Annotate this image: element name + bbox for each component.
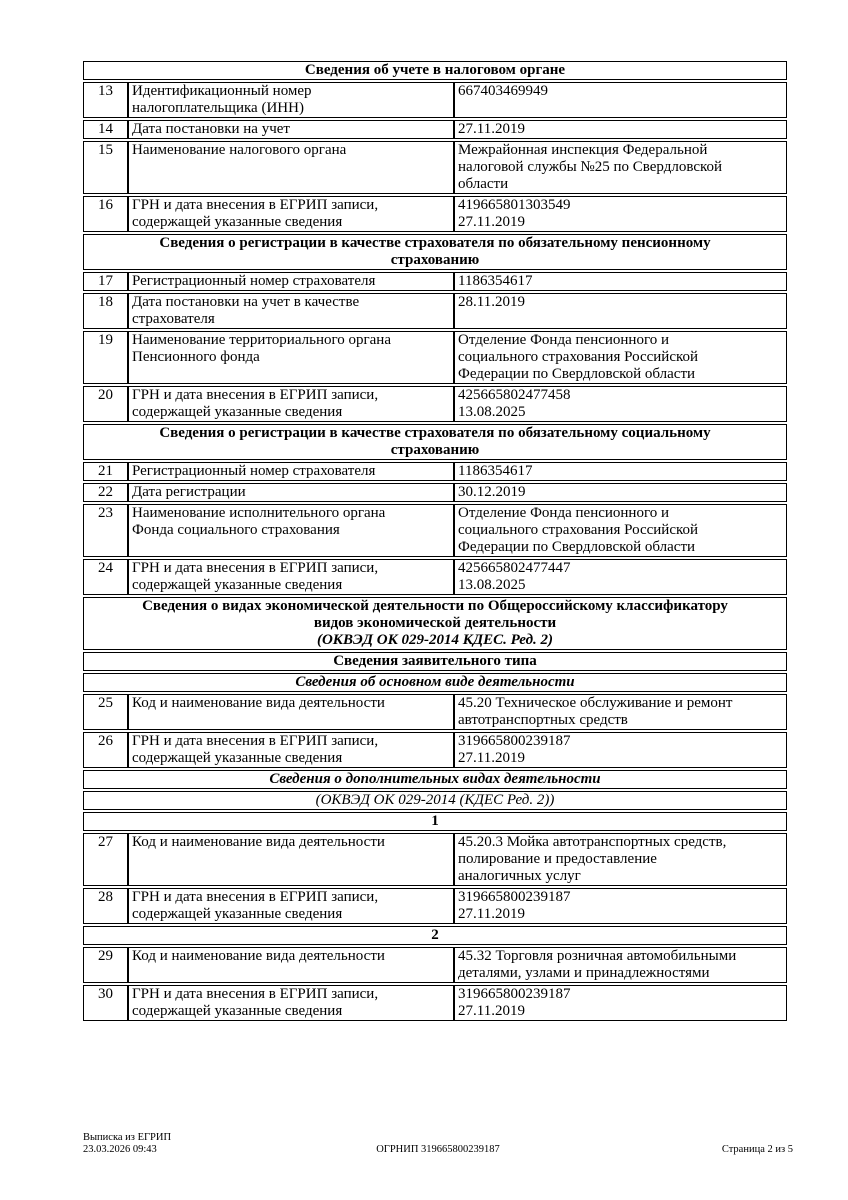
section-title-line: Сведения о регистрации в качестве страхователя по обязательному пенсионному [159,235,711,251]
field-value-cell [454,272,787,291]
field-label-line: ГРН и дата внесения в ЕГРИП записи, [132,889,379,905]
field-label-line: налогоплательщика (ИНН) [132,100,304,116]
field-value-line: 30.12.2019 [458,484,526,500]
field-label-line: Пенсионного фонда [132,349,260,365]
field-label-line: ГРН и дата внесения в ЕГРИП записи, [132,197,379,213]
section-title-line: Сведения о видах экономической деятельности по Общероссийскому классификатору [142,598,728,614]
section-title-cell: 1 [83,812,787,831]
row-number-cell: 30 [83,985,128,1021]
item-row [83,888,787,924]
egrip-table [83,59,787,1023]
field-label-cell [128,196,454,232]
field-value-line: 27.11.2019 [458,214,525,230]
italic-row [83,791,787,810]
field-value-line: 319665800239187 [458,986,571,1002]
row-number-cell: 15 [83,141,128,194]
row-number-cell: 22 [83,483,128,502]
item-row [83,272,787,291]
field-label-cell [128,694,454,730]
item-row [83,331,787,384]
field-value-cell [454,462,787,481]
field-label-line: Фонда социального страхования [132,522,340,538]
item-row [83,947,787,983]
field-label-cell [128,947,454,983]
field-value-line: полирование и предоставление [458,851,657,867]
item-row [83,504,787,557]
item-row [83,82,787,118]
egrip-table-body [83,61,787,1021]
section-title-cell: 2 [83,926,787,945]
field-value-cell [454,947,787,983]
item-row [83,483,787,502]
field-value-line: 667403469949 [458,83,548,99]
field-value-line: 45.20 Техническое обслуживание и ремонт [458,695,733,711]
field-label-line: Код и наименование вида деятельности [132,695,385,711]
section-title-line: видов экономической деятельности [313,615,557,631]
field-value-line: Межрайонная инспекция Федеральной [458,142,708,158]
header-row [83,424,787,460]
field-label-cell [128,272,454,291]
section-title-line: Сведения о регистрации в качестве страхователя по обязательному социальному [159,425,711,441]
row-number-cell: 14 [83,120,128,139]
field-value-cell [454,141,787,194]
section-title-cell: Сведения об учете в налоговом органе [83,61,787,80]
field-label-line: ГРН и дата внесения в ЕГРИП записи, [132,733,379,749]
field-label-cell [128,483,454,502]
item-row [83,462,787,481]
field-label-line: Код и наименование вида деятельности [132,834,385,850]
section-title-cell: Сведения об основном виде деятельности [83,673,787,692]
field-label-cell [128,732,454,768]
field-value-line: социального страхования Российской [458,349,699,365]
field-label-cell [128,141,454,194]
section-title-cell: (ОКВЭД ОК 029-2014 (КДЕС Ред. 2)) [83,791,787,810]
field-label-cell [128,559,454,595]
field-label-cell [128,82,454,118]
section-title-line: страхованию [390,252,480,268]
field-label-line: Дата регистрации [132,484,246,500]
field-label-line: Наименование исполнительного органа [132,505,386,521]
field-value-cell [454,504,787,557]
header-row [83,234,787,270]
field-value-cell [454,833,787,886]
field-value-line: автотранспортных средств [458,712,628,728]
field-value-line: 13.08.2025 [458,577,526,593]
item-row [83,120,787,139]
item-row [83,833,787,886]
field-label-line: содержащей указанные сведения [132,214,343,230]
field-value-line: области [458,176,509,192]
row-number-cell: 19 [83,331,128,384]
row-number-cell: 13 [83,82,128,118]
row-number-cell: 23 [83,504,128,557]
header-italic-row [83,673,787,692]
field-value-line: 13.08.2025 [458,404,526,420]
field-value-line: Отделение Фонда пенсионного и [458,332,670,348]
field-value-line: Отделение Фонда пенсионного и [458,505,670,521]
group-row [83,812,787,831]
field-label-line: страхователя [132,311,215,327]
field-label-line: содержащей указанные сведения [132,750,343,766]
field-value-line: 419665801303549 [458,197,571,213]
field-value-line: 425665802477447 [458,560,571,576]
field-value-cell [454,694,787,730]
field-label-cell [128,888,454,924]
field-value-cell [454,331,787,384]
field-label-cell [128,833,454,886]
group-row [83,926,787,945]
field-label-line: Наименование налогового органа [132,142,347,158]
field-label-line: Регистрационный номер страхователя [132,273,376,289]
header-row [83,652,787,671]
field-value-line: 1186354617 [458,273,533,289]
field-value-line: Федерации по Свердловской области [458,539,696,555]
field-label-line: содержащей указанные сведения [132,577,343,593]
row-number-cell: 25 [83,694,128,730]
row-number-cell: 18 [83,293,128,329]
field-label-line: Идентификационный номер [132,83,312,99]
section-subtitle-line: (ОКВЭД ОК 029-2014 КДЕС. Ред. 2) [316,632,554,648]
field-value-cell [454,120,787,139]
section-title-cell [83,234,787,270]
field-value-cell [454,732,787,768]
item-row [83,293,787,329]
field-label-line: ГРН и дата внесения в ЕГРИП записи, [132,560,379,576]
field-label-cell [128,504,454,557]
field-label-line: содержащей указанные сведения [132,404,343,420]
field-value-line: 27.11.2019 [458,750,525,766]
field-value-line: аналогичных услуг [458,868,581,884]
row-number-cell: 24 [83,559,128,595]
field-value-line: 425665802477458 [458,387,571,403]
field-value-cell [454,559,787,595]
item-row [83,694,787,730]
field-value-cell [454,888,787,924]
field-value-line: 319665800239187 [458,733,571,749]
header-italic-row [83,770,787,789]
field-label-line: Дата постановки на учет в качестве [132,294,360,310]
field-label-line: содержащей указанные сведения [132,1003,343,1019]
page-footer [83,1130,793,1158]
field-value-line: 45.20.3 Мойка автотранспортных средств, [458,834,727,850]
field-label-cell [128,462,454,481]
header-row [83,61,787,80]
row-number-cell: 16 [83,196,128,232]
field-value-line: Федерации по Свердловской области [458,366,696,382]
field-value-cell [454,386,787,422]
field-value-cell [454,196,787,232]
item-row [83,985,787,1021]
row-number-cell: 27 [83,833,128,886]
footer-datetime: 23.03.2026 09:43 [83,1144,157,1155]
section-title-cell: Сведения о дополнительных видах деятельности [83,770,787,789]
field-value-line: 45.32 Торговля розничная автомобильными [458,948,737,964]
footer-ogrnip: ОГРНИП 319665800239187 [376,1144,500,1155]
field-value-cell [454,985,787,1021]
header-row [83,597,787,650]
field-label-line: Регистрационный номер страхователя [132,463,376,479]
field-value-cell [454,82,787,118]
item-row [83,141,787,194]
field-value-line: деталями, узлами и принадлежностями [458,965,710,981]
field-label-cell [128,120,454,139]
field-value-line: 27.11.2019 [458,906,525,922]
field-value-line: 27.11.2019 [458,121,525,137]
field-label-cell [128,293,454,329]
row-number-cell: 21 [83,462,128,481]
footer-doc-type: Выписка из ЕГРИП [83,1132,172,1143]
section-title-cell [83,424,787,460]
item-row [83,559,787,595]
row-number-cell: 29 [83,947,128,983]
section-title-cell: Сведения заявительного типа [83,652,787,671]
field-label-line: ГРН и дата внесения в ЕГРИП записи, [132,387,379,403]
footer-page-number: Страница 2 из 5 [721,1144,793,1155]
field-label-cell [128,331,454,384]
row-number-cell: 20 [83,386,128,422]
field-value-line: налоговой службы №25 по Свердловской [458,159,723,175]
field-label-line: Код и наименование вида деятельности [132,948,385,964]
item-row [83,386,787,422]
row-number-cell: 17 [83,272,128,291]
field-value-cell [454,293,787,329]
field-value-line: 1186354617 [458,463,533,479]
field-value-line: социального страхования Российской [458,522,699,538]
field-value-line: 27.11.2019 [458,1003,525,1019]
field-label-cell [128,985,454,1021]
field-label-cell [128,386,454,422]
field-label-line: содержащей указанные сведения [132,906,343,922]
row-number-cell: 26 [83,732,128,768]
item-row [83,732,787,768]
field-label-line: Дата постановки на учет [132,121,290,137]
field-label-line: ГРН и дата внесения в ЕГРИП записи, [132,986,379,1002]
section-title-line: страхованию [390,442,480,458]
section-title-cell [83,597,787,650]
item-row [83,196,787,232]
field-value-line: 28.11.2019 [458,294,525,310]
row-number-cell: 28 [83,888,128,924]
field-value-line: 319665800239187 [458,889,571,905]
field-value-cell [454,483,787,502]
field-label-line: Наименование территориального органа [132,332,391,348]
